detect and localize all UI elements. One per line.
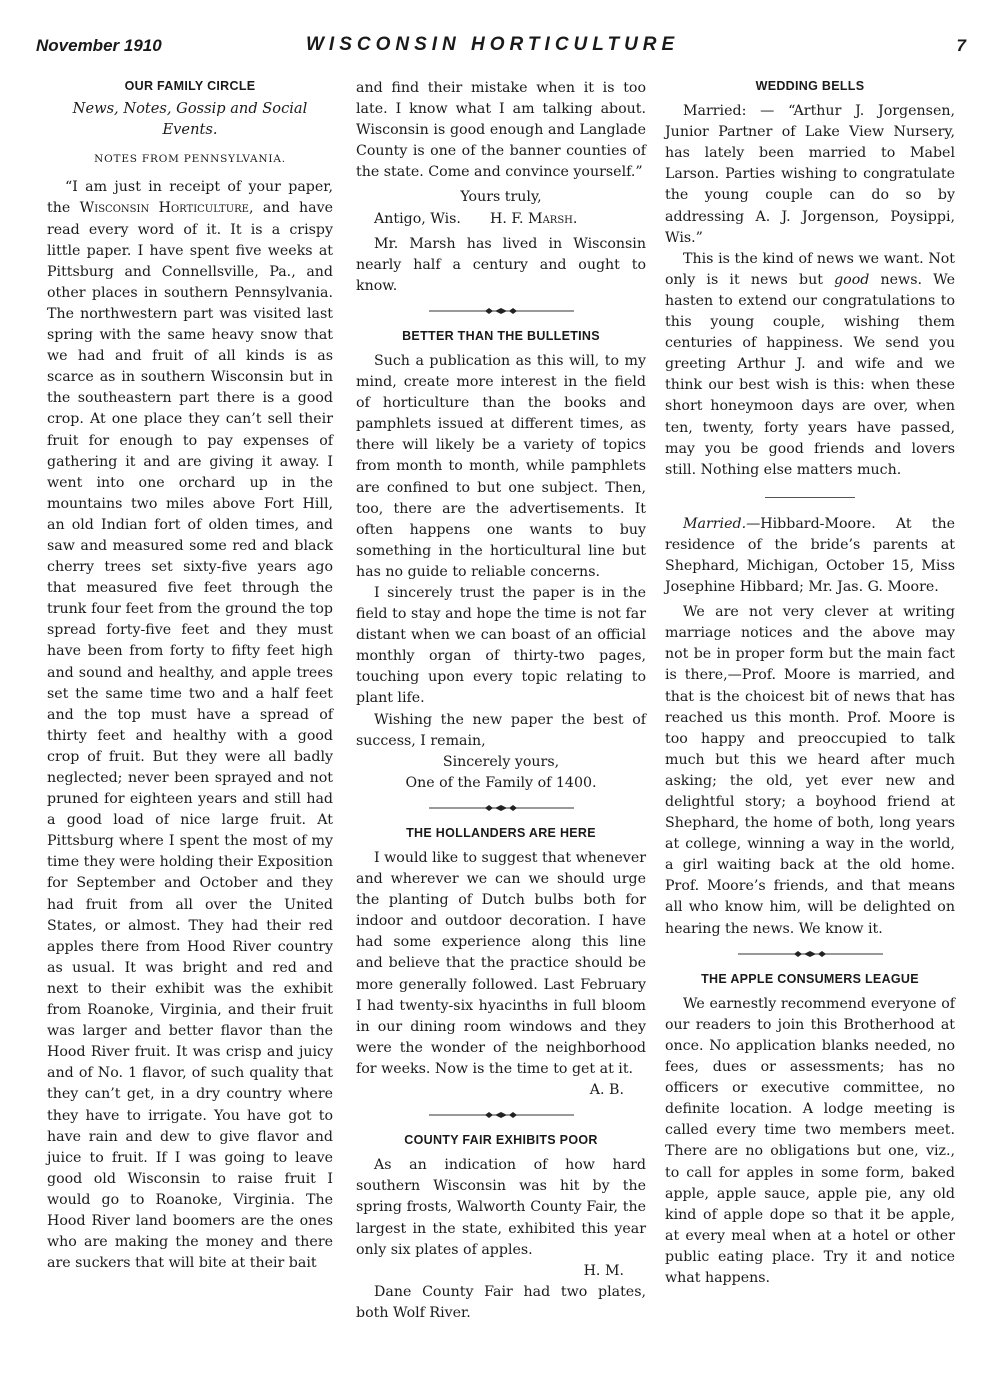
letter-closing: Yours truly, [460,189,542,206]
bulletins-heading: BETTER THAN THE BULLETINS [402,328,600,343]
bulletins-paragraph-1: Such a publication as this will, to my mind, create more interest in the field of horticulture than the books and pamphlets issued at different times, as there will likely be a variety of topics from month to month, while pamphlets are confined to but one subject. Then, too, there are the advertisements. It often happens one wants to buy something in the horticultural line but has no guide to reliable concerns. [356,352,646,580]
wedding-heading: WEDDING BELLS [755,79,865,93]
section-divider-ornament [429,308,574,314]
pennsylvania-section-title: NOTES FROM PENNSYLVANIA. [94,153,286,166]
column-1 [47,76,333,1274]
publication-title: WISCONSIN HORTICULTURE [306,34,680,55]
family-circle-subheading: News, Notes, Gossip and Social Events. [72,100,308,139]
hollanders-paragraph: I would like to suggest that whenever and wherever we can we should urge the planting of Dutch bulbs both for indoor and outdoor decoration. I have had some experience along this line and believe that the practice should be more generally followed. Last February I had twenty-six hyacinths in full bloom in our dining room windows and they were the wonder of the neighborhood for weeks. Now is the time to get at it. [356,850,646,1077]
section-divider-ornament [429,1112,574,1118]
hollanders-signer: A. B. [589,1082,624,1099]
page-number: 7 [956,36,966,55]
marsh-note: Mr. Marsh has lived in Wisconsin nearly half a century and ought to know. [356,235,646,294]
page-header [36,34,972,64]
short-rule [765,497,855,498]
bulletins-closing: Sincerely yours, [442,753,560,770]
pennsylvania-letter [47,177,333,1274]
letter-body: and have read every word of it. It is a crispy little paper. I have spent five weeks at Pittsburg and Connellsville, Pa., and other places in southern Pennsylvania. The northwestern part was visited last spring with the same heavy snow that we had and fruit of all kinds is as scarce as in southern Wisconsin but in the southeastern part there is a good crop. At one place they can’t sell their fruit for enough to pay expenses of gathering it and are giving it away. I went into one orchard up in the mountains two miles above Fort Hill, an old Indian fort of olden times, and saw and measured some red and black cherry trees set sixty-five years ago that measured five feet through the trunk four feet from the ground the top spread forty-five feet and they must have been from forty to fifty feet high and sound and healthy, and apple trees set the same time two and a half feet and the top must have a spread of thirty feet and healthy with a good crop of fruit. But they were all badly neglected; never been sprayed and not pruned for eighteen years and still had a good load of nice large fruit. At Pittsburg where I spent the most of my time they were holding their Exposition for September and October and they had fruit from all over the United States, or almost. They had their red apples there from Hood River country as usual. It was bright and red and next to their exhibit was the exhibit from Roanoke, Virginia, and their fruit was larger and better flavor than the Hood River fruit. It was crisp and juicy and of No. 1 flavor, of such quality that they can’t get, in a dry country where they have to irrigate. You have got to have rain and dew to give flavor and juice to fruit. If I was going to leave good old Wisconsin to raise fruit I would go to Roanoke, Virginia. The Hood River land boomers are the ones who are making the money and there are suckers that will bite at their bait [47,200,333,1272]
county-fair-paragraph-2: Dane County Fair had two plates, both Wolf River. [356,1283,646,1321]
county-fair-signer: H. M. [583,1262,624,1279]
pennsylvania-letter-continued: and find their mistake when it is too late. I know what I am talking about. Wisconsin is good enough and Langlade County is one of the banner counties of the state. Come and convince yourself.” [356,80,646,181]
married-label: Married. [683,515,747,532]
column-2 [356,78,646,1324]
hollanders-heading: THE HOLLANDERS ARE HERE [406,825,596,840]
issue-date: November 1910 [36,36,162,55]
wedding-text-a: This is the kind of news we want. Not only is it news but [665,250,955,288]
letter-signature [356,209,646,230]
family-circle-heading: OUR FAMILY CIRCLE [124,79,256,93]
apple-league-heading: THE APPLE CONSUMERS LEAGUE [701,971,919,986]
county-fair-paragraph-1: As an indication of how hard southern Wisconsin was hit by the spring frosts, Walworth County Fair, the largest in the state, exhibited this year only six plates of apples. [356,1157,646,1258]
letter-place: Antigo, Wis. [374,210,461,227]
married-notice: —Hibbard-Moore. At the residence of the bride’s parents at Shephard, Michigan, October 15, Miss Josephine Hibbard; Mr. Jas. G. Moore. [665,515,955,596]
wedding-paragraph-4: We are not very clever at writing marriage notices and the above may not be in proper form but the main fact is there,—Prof. Moore is married, and that is the choicest bit of news that has reached us this month. Prof. Moore is too happy and preoccupied to talk much but this we heard after much asking; the old, yet ever new and delightful story; a boyhood friend at Shephard, the home of both, long years at college, winning a way in the world, a girl waiting back at the old home. Prof. Moore’s friends, and that means all who know him, will be delighted on hearing the news. We know it. [665,604,955,937]
wedding-paragraph-3 [665,514,955,598]
wedding-text-b: news. We hasten to extend our congratulations to this young couple, wishing them centuries of happiness. We send you greeting Arthur J. and wife and we think our best wish is this: when these short honeymoon days are over, when ten, twenty, forty years have passed, may you be good friends and lovers still. Nothing else matters much. [665,271,956,478]
wedding-emphasis: good [834,271,870,288]
bulletins-signer: One of the Family of 1400. [405,774,597,791]
column-3 [665,76,955,1289]
county-fair-heading: COUNTY FAIR EXHIBITS POOR [404,1133,598,1148]
wedding-paragraph-1: Married: — “Arthur J. Jorgensen, Junior Partner of Lake View Nursery, has lately been married to Mabel Larson. Parties wishing to congratulate the young couple can do so by addressing A. J. Jorgenson, Poysippi, Wis.” [665,103,955,246]
letter-intro: “I am just in receipt of your paper, the [47,179,333,217]
apple-league-paragraph: We earnestly recommend everyone of our readers to join this Brotherhood at once. No application blanks needed, no fees, dues or assessments; has no officers or executive committee, no definite location. A lodge meeting is called every time two members meet. There are no obligations but one, viz., to call for apples in some form, baked apple, apple sauce, apple pie, any old kind of apple dope so that it be apple, at every meal when at a hotel or other public eating place. Try it and notice what happens. [665,995,955,1286]
publication-name: Wisconsin Horticulture, [79,200,254,217]
wedding-paragraph-2 [665,249,955,481]
bulletins-paragraph-3: Wishing the new paper the best of success, I remain, [356,711,646,749]
section-divider-ornament [738,951,883,957]
letter-signer: H. F. Marsh. [490,210,578,227]
bulletins-paragraph-2: I sincerely trust the paper is in the field to stay and hope the time is not far distant when we can boast of an official monthly organ of thirty-two pages, touching upon every topic relating to plant life. [356,584,646,707]
section-divider-ornament [429,805,574,811]
